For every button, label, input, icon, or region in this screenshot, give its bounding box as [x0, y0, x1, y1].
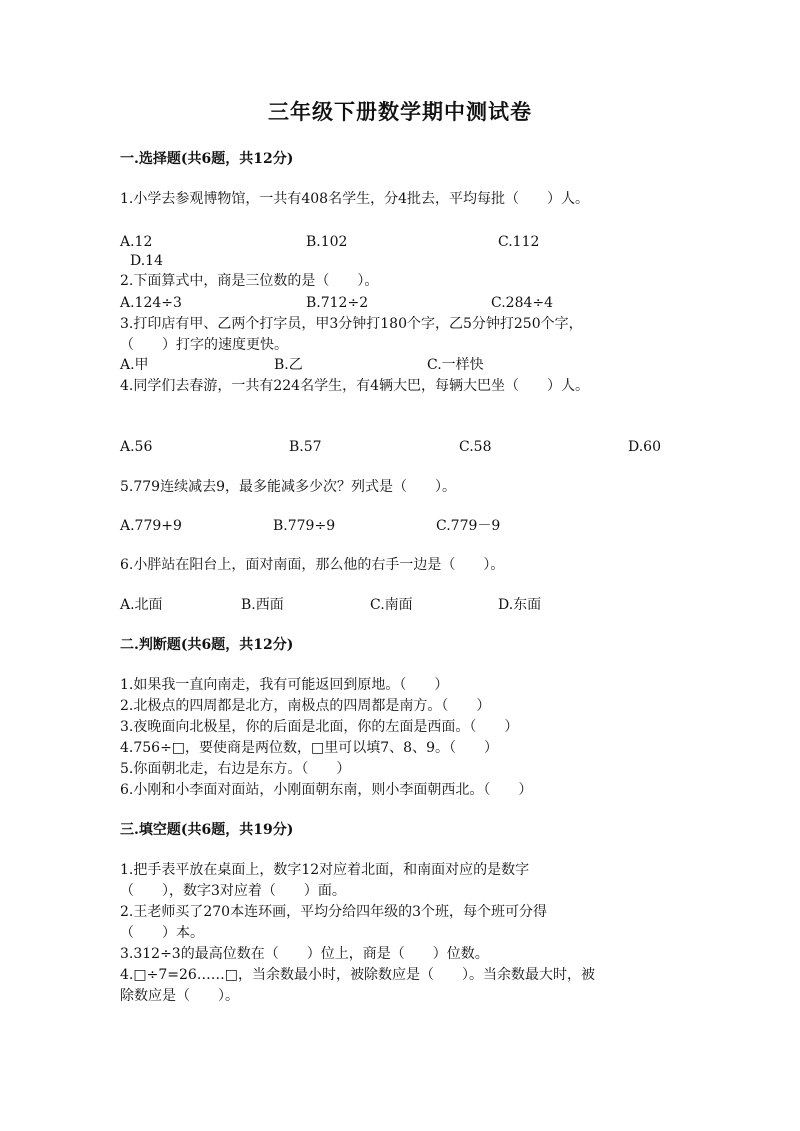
question-6-option-d: D.东面 [498, 597, 542, 613]
question-5-option-c: C.779－9 [436, 518, 501, 534]
question-5-option-b: B.779÷9 [273, 518, 336, 534]
question-1-option-b: B.102 [306, 234, 348, 250]
question-2-option-c: C.284÷4 [491, 295, 554, 311]
question-2-option-b: B.712÷2 [306, 295, 369, 311]
page-title: 三年级下册数学期中测试卷 [268, 99, 532, 124]
question-3-stem-line1: 3.打印店有甲、乙两个打字员，甲3分钟打180个字，乙5分钟打250个字， [120, 316, 583, 332]
question-6-stem: 6.小胖站在阳台上，面对南面，那么他的右手一边是（ ）。 [120, 557, 505, 573]
question-1-option-d: D.14 [130, 253, 163, 269]
fill-blank-line: 除数应是（ ）。 [120, 988, 239, 1004]
section-heading-judgement: 二.判断题(共6题，共12分) [120, 637, 294, 653]
fill-blank-line: 4.□÷7=26……□，当余数最小时，被除数应是（ ）。当余数最大时，被 [120, 967, 595, 983]
question-4-option-c: C.58 [459, 439, 492, 455]
question-1-stem: 1.小学去参观博物馆，一共有408名学生，分4批去，平均每批（ ）人。 [120, 191, 589, 207]
question-5-option-a: A.779+9 [120, 518, 182, 534]
question-1-option-c: C.112 [498, 234, 540, 250]
question-6-option-a: A.北面 [120, 597, 163, 613]
question-4-option-d: D.60 [628, 439, 661, 455]
question-1-option-a: A.12 [120, 234, 153, 250]
fill-blank-line: 2.王老师买了270本连环画，平均分给四年级的3个班，每个班可分得 [120, 904, 547, 920]
question-4-stem: 4.同学们去春游，一共有224名学生，有4辆大巴，每辆大巴坐（ ）人。 [120, 378, 589, 394]
judgement-item: 1.如果我一直向南走，我有可能返回到原地。（ ） [120, 677, 449, 693]
judgement-item: 2.北极点的四周都是北方，南极点的四周都是南方。（ ） [120, 698, 491, 714]
question-3-stem-line2: （ ）打字的速度更快。 [120, 337, 288, 353]
section-heading-fill-blank: 三.填空题(共6题，共19分) [120, 822, 294, 838]
fill-blank-line: （ ）本。 [120, 925, 204, 941]
question-3-option-b: B.乙 [274, 357, 303, 373]
question-6-option-c: C.南面 [370, 597, 413, 613]
question-3-option-c: C.一样快 [427, 357, 484, 373]
judgement-item: 5.你面朝北走，右边是东方。（ ） [120, 761, 351, 777]
judgement-item: 3.夜晚面向北极星，你的后面是北面，你的左面是西面。（ ） [120, 719, 519, 735]
question-3-option-a: A.甲 [120, 357, 149, 373]
question-2-stem: 2.下面算式中，商是三位数的是（ ）。 [120, 273, 379, 289]
fill-blank-line: 1.把手表平放在桌面上，数字12对应着北面，和南面对应的是数字 [120, 862, 530, 878]
question-4-option-b: B.57 [289, 439, 322, 455]
question-4-option-a: A.56 [120, 439, 153, 455]
question-2-option-a: A.124÷3 [120, 295, 182, 311]
section-heading-choice: 一.选择题(共6题，共12分) [120, 151, 294, 167]
fill-blank-line: （ ），数字3对应着（ ）面。 [120, 883, 346, 899]
question-5-stem: 5.779连续减去9，最多能减多少次？列式是（ ）。 [120, 479, 456, 495]
judgement-item: 4.756÷□，要使商是两位数，□里可以填7、8、9。（ ） [120, 740, 498, 756]
judgement-item: 6.小刚和小李面对面站，小刚面朝东南，则小李面朝西北。（ ） [120, 782, 533, 798]
fill-blank-line: 3.312÷3的最高位数在（ ）位上，商是（ ）位数。 [120, 946, 489, 962]
question-6-option-b: B.西面 [241, 597, 284, 613]
